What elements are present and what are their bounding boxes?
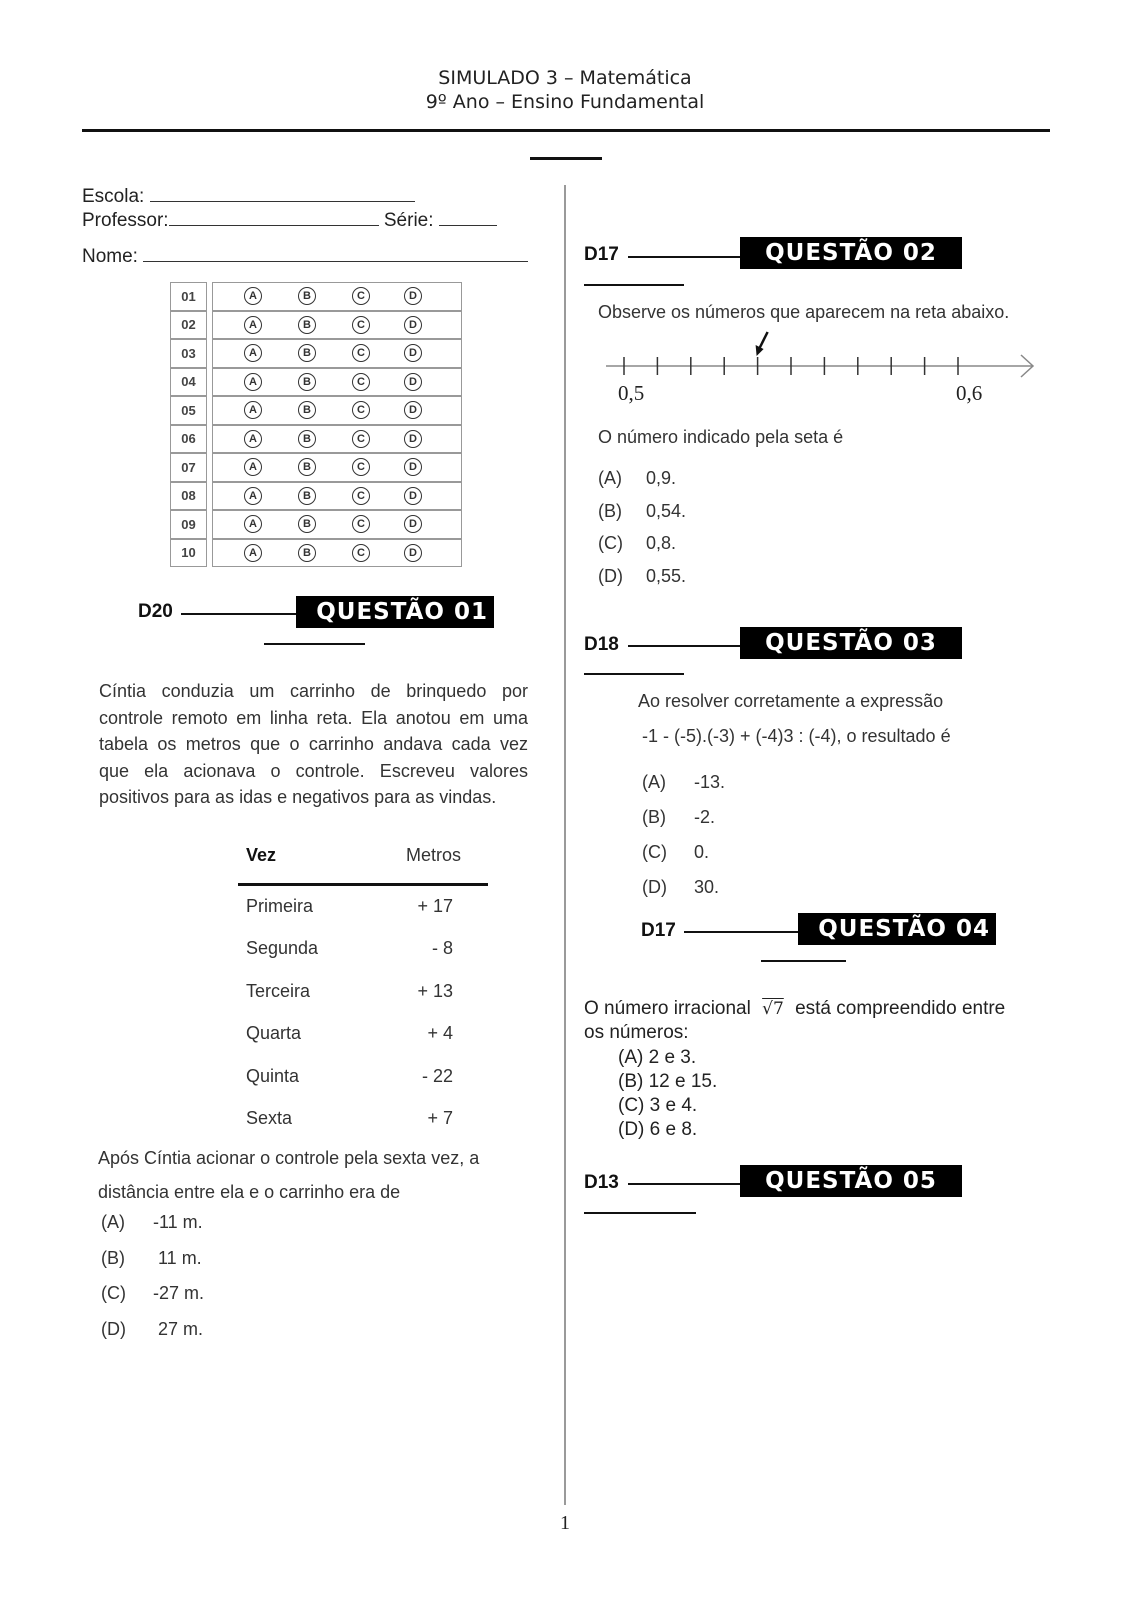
answer-sheet-options bbox=[212, 368, 462, 397]
option-letter: (D) bbox=[598, 565, 623, 586]
option-text: 0,54. bbox=[646, 500, 687, 521]
header-rule bbox=[82, 129, 1050, 132]
name-label: Nome: bbox=[82, 246, 138, 267]
q3-underline bbox=[584, 673, 684, 675]
option-letter: (A) bbox=[598, 468, 622, 488]
exam-title: SIMULADO 3 – Matemática bbox=[438, 67, 692, 89]
q5-underline bbox=[584, 1212, 696, 1214]
q2-descriptor-code: D17 bbox=[584, 244, 619, 265]
answer-sheet-row bbox=[170, 425, 462, 454]
q5-descriptor-code: D13 bbox=[584, 1172, 619, 1193]
answer-bubble-c[interactable]: C bbox=[352, 401, 370, 419]
answer-bubble-d[interactable]: D bbox=[404, 487, 422, 505]
q4-option[interactable]: (B) 12 e 15. bbox=[618, 1071, 718, 1092]
q1-option[interactable] bbox=[101, 1319, 204, 1355]
q1-table-row bbox=[238, 928, 488, 971]
q1-table-row bbox=[238, 886, 488, 929]
option-letter: (B) bbox=[642, 807, 666, 827]
answer-bubble-c[interactable]: C bbox=[352, 544, 370, 562]
school-input[interactable] bbox=[150, 185, 415, 202]
option-letter: (D) bbox=[642, 877, 667, 897]
name-input[interactable] bbox=[143, 245, 528, 262]
q1-table-header bbox=[238, 845, 488, 883]
header-short-rule bbox=[530, 157, 602, 160]
option-letter: (B) bbox=[101, 1247, 125, 1268]
answer-sheet-options bbox=[212, 311, 462, 340]
q4-statement bbox=[584, 997, 1064, 1045]
answer-bubble-b[interactable]: B bbox=[298, 430, 316, 448]
q1-table-cell-metros: - 22 bbox=[421, 1065, 453, 1086]
option-letter: (B) bbox=[598, 500, 622, 521]
answer-bubble-a[interactable]: A bbox=[244, 287, 262, 305]
answer-bubble-a[interactable]: A bbox=[244, 344, 262, 362]
q3-option[interactable] bbox=[642, 772, 725, 807]
number-line-start-label: 0,5 bbox=[618, 381, 645, 405]
answer-bubble-d[interactable]: D bbox=[404, 401, 422, 419]
grade-input[interactable] bbox=[439, 209, 497, 226]
answer-bubble-d[interactable]: D bbox=[404, 430, 422, 448]
option-text: 30. bbox=[694, 877, 720, 897]
q1-option[interactable] bbox=[101, 1248, 204, 1284]
q4-connector-line bbox=[684, 931, 799, 933]
q3-connector-line bbox=[628, 645, 740, 647]
answer-sheet-question-number: 05 bbox=[170, 396, 207, 425]
option-letter: (A) bbox=[101, 1212, 125, 1232]
teacher-field[interactable] bbox=[82, 209, 497, 232]
answer-sheet-options bbox=[212, 425, 462, 454]
answer-bubble-d[interactable]: D bbox=[404, 544, 422, 562]
q2-options bbox=[598, 468, 686, 598]
option-letter: (D) bbox=[101, 1318, 126, 1339]
answer-sheet-question-number: 07 bbox=[170, 453, 207, 482]
answer-bubble-b[interactable]: B bbox=[298, 487, 316, 505]
q1-prompt-line1: Após Cíntia acionar o controle pela sexta vez, a bbox=[98, 1148, 480, 1168]
q5-title-box bbox=[740, 1165, 962, 1197]
q1-table-row bbox=[238, 1056, 488, 1099]
option-letter: (A) bbox=[642, 772, 666, 792]
answer-bubble-c[interactable]: C bbox=[352, 430, 370, 448]
q3-options bbox=[642, 772, 725, 912]
page-number: 1 bbox=[560, 1512, 570, 1534]
answer-sheet-options bbox=[212, 396, 462, 425]
q4-descriptor-code: D17 bbox=[641, 920, 676, 941]
q1-table bbox=[238, 845, 488, 1141]
grade-label: Série: bbox=[383, 210, 434, 231]
q4-title-box bbox=[798, 913, 996, 945]
answer-bubble-a[interactable]: A bbox=[244, 373, 262, 391]
q1-table-cell-vez: Quarta bbox=[246, 1023, 302, 1043]
answer-bubble-a[interactable]: A bbox=[244, 316, 262, 334]
q4-option[interactable]: (A) 2 e 3. bbox=[618, 1047, 697, 1068]
answer-bubble-b[interactable]: B bbox=[298, 344, 316, 362]
answer-bubble-d[interactable]: D bbox=[404, 373, 422, 391]
answer-sheet-row bbox=[170, 282, 462, 311]
teacher-input[interactable] bbox=[169, 209, 379, 226]
name-field[interactable] bbox=[82, 245, 528, 268]
q1-table-cell-vez: Quinta bbox=[246, 1065, 300, 1086]
q3-option[interactable] bbox=[642, 877, 725, 912]
q2-underline bbox=[584, 284, 684, 286]
q4-option[interactable]: (C) 3 e 4. bbox=[618, 1095, 698, 1116]
q1-table-cell-metros: + 7 bbox=[427, 1108, 453, 1128]
q2-option[interactable] bbox=[598, 501, 686, 534]
answer-bubble-b[interactable]: B bbox=[298, 316, 316, 334]
option-text: 27 m. bbox=[153, 1318, 204, 1339]
q1-table-cell-metros: + 17 bbox=[417, 895, 453, 916]
answer-sheet-options bbox=[212, 539, 462, 568]
sqrt-7-expression: √7 bbox=[762, 999, 784, 1019]
answer-bubble-b[interactable]: B bbox=[298, 401, 316, 419]
q3-option[interactable] bbox=[642, 842, 725, 877]
q4-text-line2: os números: bbox=[584, 1022, 689, 1043]
q1-table-row bbox=[238, 971, 488, 1014]
answer-sheet-question-number: 03 bbox=[170, 339, 207, 368]
answer-sheet-row bbox=[170, 311, 462, 340]
answer-sheet-question-number: 06 bbox=[170, 425, 207, 454]
answer-sheet-options bbox=[212, 282, 462, 311]
q3-title: QUESTÃO 03 bbox=[765, 630, 937, 656]
option-text: 0. bbox=[694, 842, 710, 862]
option-text: -2. bbox=[694, 807, 716, 827]
answer-bubble-b[interactable]: B bbox=[298, 373, 316, 391]
option-text: -11 m. bbox=[153, 1212, 203, 1232]
exam-subtitle: 9º Ano – Ensino Fundamental bbox=[425, 91, 705, 113]
q1-table-header-vez: Vez bbox=[246, 845, 277, 865]
q2-option[interactable] bbox=[598, 468, 686, 501]
q1-table-header-metros: Metros bbox=[406, 845, 462, 865]
answer-bubble-d[interactable]: D bbox=[404, 458, 422, 476]
answer-bubble-d[interactable]: D bbox=[404, 515, 422, 533]
answer-bubble-c[interactable]: C bbox=[352, 316, 370, 334]
q1-prompt-line2: distância entre ela e o carrinho era de bbox=[98, 1182, 401, 1202]
q5-connector-line bbox=[628, 1183, 740, 1185]
option-letter: (C) bbox=[642, 842, 667, 862]
answer-bubble-d[interactable]: D bbox=[404, 316, 422, 334]
answer-bubble-b[interactable]: B bbox=[298, 515, 316, 533]
option-text: 11 m. bbox=[153, 1247, 202, 1268]
answer-sheet-row bbox=[170, 510, 462, 539]
answer-bubble-c[interactable]: C bbox=[352, 344, 370, 362]
answer-bubble-b[interactable]: B bbox=[298, 287, 316, 305]
q1-title-box bbox=[296, 596, 494, 628]
q1-prompt bbox=[98, 1141, 538, 1209]
q1-table-cell-vez: Segunda bbox=[246, 938, 319, 958]
school-label: Escola: bbox=[82, 186, 145, 207]
q2-option[interactable] bbox=[598, 533, 686, 566]
q1-table-cell-vez: Terceira bbox=[246, 980, 311, 1001]
answer-sheet-question-number: 04 bbox=[170, 368, 207, 397]
answer-sheet-question-number: 01 bbox=[170, 282, 207, 311]
option-text: -27 m. bbox=[153, 1283, 205, 1303]
q4-text-after: está compreendido entre bbox=[795, 998, 1006, 1019]
q5-title: QUESTÃO 05 bbox=[765, 1168, 937, 1194]
answer-sheet-question-number: 02 bbox=[170, 311, 207, 340]
answer-sheet-row bbox=[170, 453, 462, 482]
q4-underline bbox=[761, 960, 846, 962]
answer-sheet-row bbox=[170, 339, 462, 368]
column-divider bbox=[564, 185, 566, 1505]
q1-title: QUESTÃO 01 bbox=[316, 599, 488, 625]
q1-table-row bbox=[238, 1013, 488, 1056]
option-text: -13. bbox=[694, 772, 726, 792]
answer-sheet-row bbox=[170, 539, 462, 568]
q2-option[interactable] bbox=[598, 566, 686, 599]
q1-table-cell-vez: Sexta bbox=[246, 1108, 293, 1128]
answer-bubble-c[interactable]: C bbox=[352, 487, 370, 505]
answer-sheet-question-number: 10 bbox=[170, 539, 207, 568]
q1-descriptor-code: D20 bbox=[138, 601, 173, 622]
q3-descriptor-code: D18 bbox=[584, 634, 619, 655]
q3-statement: Ao resolver corretamente a expressão bbox=[638, 691, 944, 711]
q1-table-cell-vez: Primeira bbox=[246, 895, 314, 916]
q1-option[interactable] bbox=[101, 1212, 204, 1248]
q1-table-cell-metros: + 4 bbox=[427, 1023, 453, 1043]
teacher-label: Professor: bbox=[82, 210, 169, 231]
q2-title-box bbox=[740, 237, 962, 269]
answer-bubble-c[interactable]: C bbox=[352, 458, 370, 476]
pointer-arrow-icon bbox=[760, 332, 768, 348]
answer-bubble-a[interactable]: A bbox=[244, 430, 262, 448]
answer-bubble-a[interactable]: A bbox=[244, 515, 262, 533]
answer-sheet-row bbox=[170, 368, 462, 397]
q1-underline bbox=[264, 643, 365, 645]
answer-bubble-a[interactable]: A bbox=[244, 487, 262, 505]
q3-option[interactable] bbox=[642, 807, 725, 842]
answer-bubble-c[interactable]: C bbox=[352, 515, 370, 533]
q4-title: QUESTÃO 04 bbox=[818, 916, 990, 942]
answer-sheet-question-number: 08 bbox=[170, 482, 207, 511]
answer-bubble-c[interactable]: C bbox=[352, 287, 370, 305]
q1-connector-line bbox=[181, 613, 296, 615]
q2-statement: Observe os números que aparecem na reta abaixo. bbox=[598, 302, 1010, 322]
q2-connector-line bbox=[628, 256, 740, 258]
q3-title-box bbox=[740, 627, 962, 659]
answer-sheet-row bbox=[170, 482, 462, 511]
q1-table-row bbox=[238, 1098, 488, 1141]
option-letter: (C) bbox=[101, 1283, 126, 1303]
q1-statement: Cíntia conduzia um carrinho de brinquedo por controle remoto em linha reta. Ela anotou em uma tabela os metros que o carrinho andava cada vez que ela acionava o controle. Escreveu valores positivos para as idas e negativos para as vindas. bbox=[99, 681, 528, 807]
option-text: 0,8. bbox=[646, 533, 677, 553]
answer-sheet-options bbox=[212, 510, 462, 539]
q2-prompt: O número indicado pela seta é bbox=[598, 427, 844, 447]
answer-bubble-b[interactable]: B bbox=[298, 544, 316, 562]
number-line-end-label: 0,6 bbox=[956, 381, 983, 405]
answer-bubble-c[interactable]: C bbox=[352, 373, 370, 391]
school-field[interactable] bbox=[82, 185, 415, 208]
q4-options bbox=[618, 1046, 717, 1142]
answer-sheet-row bbox=[170, 396, 462, 425]
answer-bubble-a[interactable]: A bbox=[244, 401, 262, 419]
answer-sheet-options bbox=[212, 482, 462, 511]
q1-options bbox=[101, 1212, 204, 1354]
q1-table-cell-metros: + 13 bbox=[417, 980, 453, 1001]
q1-table-cell-metros: - 8 bbox=[431, 938, 453, 958]
q2-title: QUESTÃO 02 bbox=[765, 240, 937, 266]
answer-sheet-question-number: 09 bbox=[170, 510, 207, 539]
q4-option[interactable]: (D) 6 e 8. bbox=[618, 1119, 698, 1140]
option-text: 0,9. bbox=[646, 468, 677, 488]
answer-bubble-a[interactable]: A bbox=[244, 544, 262, 562]
answer-bubble-a[interactable]: A bbox=[244, 458, 262, 476]
q4-text-before: O número irracional bbox=[584, 998, 751, 1019]
answer-bubble-d[interactable]: D bbox=[404, 344, 422, 362]
q2-number-line bbox=[600, 330, 1040, 410]
q3-expression: -1 - (-5).(-3) + (-4)3 : (-4), o resultado é bbox=[642, 726, 951, 746]
answer-sheet-options bbox=[212, 453, 462, 482]
answer-sheet bbox=[170, 282, 462, 567]
answer-bubble-d[interactable]: D bbox=[404, 287, 422, 305]
option-letter: (C) bbox=[598, 533, 623, 553]
answer-sheet-options bbox=[212, 339, 462, 368]
answer-bubble-b[interactable]: B bbox=[298, 458, 316, 476]
q1-option[interactable] bbox=[101, 1283, 204, 1319]
option-text: 0,55. bbox=[646, 565, 687, 586]
